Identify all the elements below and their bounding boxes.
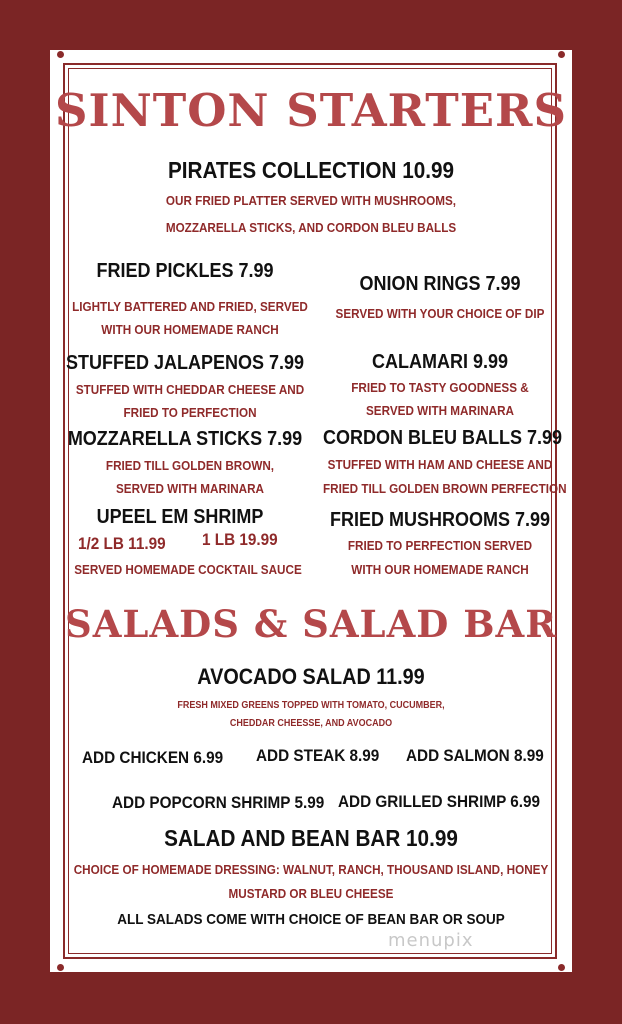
add-salmon: ADD SALMON 8.99	[406, 746, 544, 765]
fried-mushrooms-desc-2: WITH OUR HOMEMADE RANCH	[351, 562, 529, 577]
fried-mushrooms-name: FRIED MUSHROOMS 7.99	[329, 509, 551, 531]
stuffed-jalapenos-desc-2: FRIED TO PERFECTION	[123, 405, 257, 420]
mozzarella-sticks-desc-2: SERVED WITH MARINARA	[116, 481, 264, 496]
corner-dot-icon	[57, 964, 64, 971]
add-chicken: ADD CHICKEN 6.99	[82, 748, 224, 767]
stuffed-jalapenos-name: STUFFED JALAPENOS 7.99	[65, 352, 305, 374]
cordon-bleu-balls-name: CORDON BLEU BALLS 7.99	[323, 427, 563, 449]
add-grilled-shrimp: ADD GRILLED SHRIMP 6.99	[338, 792, 541, 811]
mozzarella-sticks-desc-1: FRIED TILL GOLDEN BROWN,	[105, 458, 275, 473]
salads-footer-note: ALL SALADS COME WITH CHOICE OF BEAN BAR OR SOUP	[117, 911, 505, 928]
avocado-salad-name: AVOCADO SALAD 11.99	[197, 664, 425, 689]
starters-title: SINTON STARTERS	[55, 84, 567, 137]
stuffed-jalapenos-desc-1: STUFFED WITH CHEDDAR CHEESE AND	[75, 382, 305, 397]
salad-bean-bar-desc-2: MUSTARD OR BLEU CHEESE	[228, 886, 394, 901]
pirates-collection-desc-1: OUR FRIED PLATTER SERVED WITH MUSHROOMS,	[165, 193, 457, 208]
fried-mushrooms-desc-1: FRIED TO PERFECTION SERVED	[347, 538, 533, 553]
corner-dot-icon	[558, 964, 565, 971]
pirates-collection-desc-2: MOZZARELLA STICKS, AND CORDON BLEU BALLS	[165, 220, 457, 235]
avocado-salad-desc-2: CHEDDAR CHEESSE, AND AVOCADO	[229, 718, 393, 729]
add-steak: ADD STEAK 8.99	[256, 746, 380, 765]
calamari-name: CALAMARI 9.99	[371, 351, 509, 373]
corner-dot-icon	[558, 51, 565, 58]
salad-bean-bar-desc-1: CHOICE OF HOMEMADE DRESSING: WALNUT, RANCH, THOUSAND ISLAND, HONEY	[73, 862, 549, 877]
fried-pickles-name: FRIED PICKLES 7.99	[96, 260, 274, 282]
salads-title: SALADS & SALAD BAR	[65, 602, 557, 646]
upeel-shrimp-name: UPEEL EM SHRIMP	[96, 506, 264, 528]
pirates-collection-name: PIRATES COLLECTION 10.99	[167, 157, 455, 183]
salad-bean-bar-name: SALAD AND BEAN BAR 10.99	[164, 825, 458, 851]
cordon-bleu-balls-desc-1: STUFFED WITH HAM AND CHEESE AND	[327, 457, 553, 472]
fried-pickles-desc-2: WITH OUR HOMEMADE RANCH	[101, 322, 279, 337]
calamari-desc-2: SERVED WITH MARINARA	[366, 403, 514, 418]
watermark-logo: menupix	[388, 930, 474, 951]
upeel-shrimp-half-lb: 1/2 LB 11.99	[78, 534, 166, 553]
corner-dot-icon	[57, 51, 64, 58]
onion-rings-desc: SERVED WITH YOUR CHOICE OF DIP	[335, 306, 545, 321]
upeel-shrimp-one-lb: 1 LB 19.99	[202, 530, 278, 549]
upeel-shrimp-desc: SERVED HOMEMADE COCKTAIL SAUCE	[74, 562, 302, 577]
onion-rings-name: ONION RINGS 7.99	[359, 273, 521, 295]
add-popcorn-shrimp: ADD POPCORN SHRIMP 5.99	[112, 793, 325, 812]
avocado-salad-desc-1: FRESH MIXED GREENS TOPPED WITH TOMATO, CUCUMBER,	[177, 700, 445, 711]
mozzarella-sticks-name: MOZZARELLA STICKS 7.99	[67, 428, 303, 450]
cordon-bleu-balls-desc-2: FRIED TILL GOLDEN BROWN PERFECTION	[323, 481, 567, 496]
calamari-desc-1: FRIED TO TASTY GOODNESS &	[351, 380, 529, 395]
fried-pickles-desc-1: LIGHTLY BATTERED AND FRIED, SERVED	[72, 299, 308, 314]
